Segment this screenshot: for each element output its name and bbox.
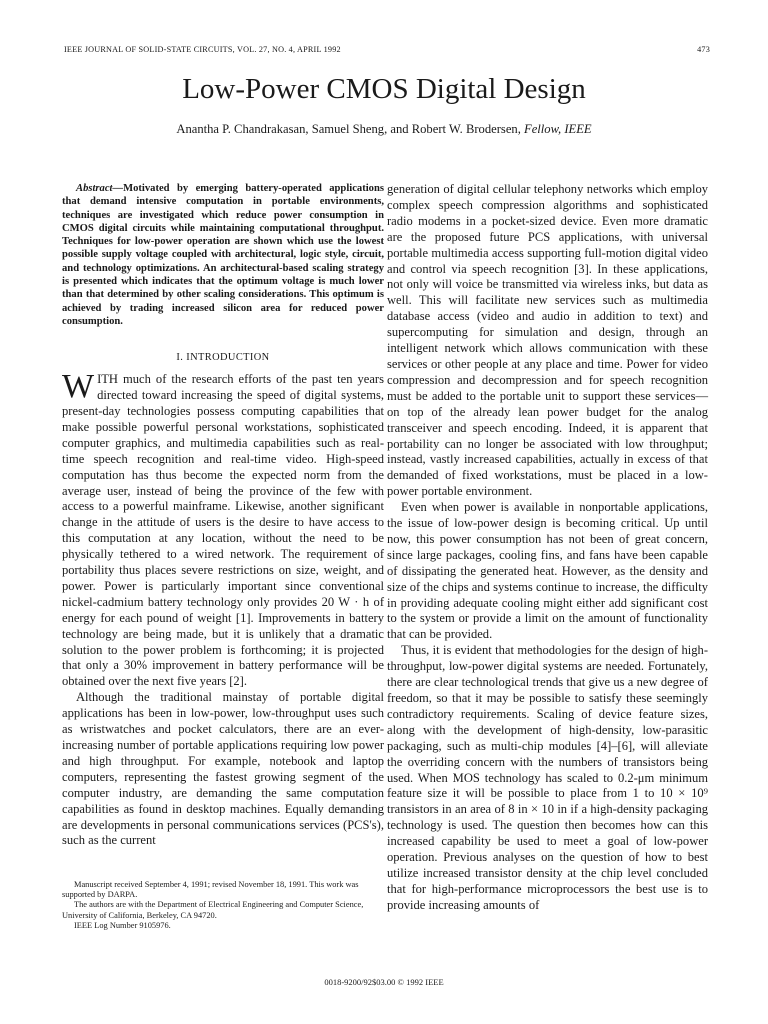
author-honor: Fellow, IEEE bbox=[524, 122, 592, 136]
intro-paragraph-1-text: ITH much of the research efforts of the past ten years directed toward increasing the speed of digital systems, present-day technologies possess computing capabilities that make possible powerful personal workstations, sophisticated computer graphics, and multimedia capabilities such as real-time speech recognition and real-time video. High-speed computation has thus become the expected norm from the average user, instead of being the province of the few with access to a powerful mainframe. Likewise, another significant change in the attitude of users is the desire to have access to this computation at any location, without the need to be physically tethered to a wired network. The requirement of portability thus places severe restrictions on size, weight, and power. Power is particularly important since conventional nickel-cadmium battery technology only provides 20 W · h of energy for each pound of weight [1]. Improvements in battery technology are being made, but it is unlikely that a dramatic solution to the power problem is forthcoming; it is projected that only a 30% improvement in battery performance will be obtained over the next five years [2]. bbox=[62, 372, 384, 689]
intro-paragraph-2: Although the traditional mainstay of portable digital applications has been in low-power, low-throughput uses such as wristwatches and pocket calculators, there are an ever-increasing number of portable applications requiring low power and high throughput. For example, notebook and laptop computers, representing the fastest growing segment of the computer industry, are demanding the same computation capabilities as found in desktop machines. Equally demanding are developments in personal communications services (PCS's), such as the current bbox=[62, 690, 384, 848]
intro-paragraph-1 bbox=[62, 368, 384, 690]
drop-cap: W bbox=[62, 368, 95, 406]
running-head bbox=[64, 45, 710, 54]
abstract-text: Motivated by emerging battery-operated applications that demand intensive computation in portable environments, techniques are investigated which reduce power consumption in CMOS digital circuits while maintaining computational throughput. Techniques for low-power operation are shown which use the lowest possible supply voltage coupled with architectural, logic style, circuit, and technology optimizations. An architectural-based scaling strategy is presented which indicates that the optimum voltage is much lower than that determined by other scaling considerations. This optimum is achieved by trading increased silicon area for reduced power consumption. bbox=[62, 183, 384, 327]
abstract bbox=[62, 182, 384, 328]
footnote-affiliation: The authors are with the Department of Electrical Engineering and Computer Science, University of California, Berkeley, CA 94720. bbox=[62, 900, 364, 920]
footnotes bbox=[62, 880, 384, 931]
footnote-log: IEEE Log Number 9105976. bbox=[74, 920, 171, 930]
right-column bbox=[387, 182, 708, 914]
author-line bbox=[0, 122, 768, 137]
page-number: 473 bbox=[697, 45, 710, 54]
right-paragraph-1: generation of digital cellular telephony networks which employ complex speech compression algorithms and sophisticated radio modems in a pocket-sized device. Even more dramatic are the proposed future PCS applications, with universal portable multimedia access supporting full-motion digital video and control via speech recognition [3]. In these applications, not only will voice be transmitted via wireless inks, but data as well. This will facilitate new services such as multimedia database access (video and audio in addition to text) and supercomputing for simulation and design, through an intelligent network which allows communication with these services or other people at any place and time. Power for video compression and decompression and for speech recognition must be added to the portable unit to support these services—on top of the already lean power budget for the analog transceiver and speech encoding. Indeed, it is apparent that portability can no longer be associated with low throughput; instead, vastly increased capabilities, actually in excess of that demanded of fixed workstations, must be placed in a low-power portable environment. bbox=[387, 182, 708, 499]
author-names: Anantha P. Chandrakasan, Samuel Sheng, and Robert W. Brodersen, bbox=[176, 122, 525, 136]
copyright-code: 0018-9200/92$03.00 © 1992 IEEE bbox=[324, 977, 444, 987]
right-paragraph-3: Thus, it is evident that methodologies for the design of high-throughput, low-power digital systems are needed. Fortunately, there are clear technological trends that give us a new degree of freedom, so that it may be possible to satisfy these seemingly contradictory requirements. Scaling of device feature sizes, along with the development of high-density, low-parasitic packaging, such as multi-chip modules [4]–[6], will alleviate the overriding concern with the numbers of transistors being used. When MOS technology has scaled to 0.2-μm minimum feature size it will be possible to place from 1 to 10 × 10⁹ transistors in an area of 8 in × 10 in if a high-density packaging technology is used. The question then becomes how can this increased capability be used to meet a goal of low-power operation. Previous analyses on the question of how to best utilize increased transistor density at the chip level concluded that for high-performance microprocessors the best use is to provide increasing amounts of bbox=[387, 643, 708, 912]
abstract-lead: Abstract— bbox=[76, 183, 124, 194]
section-heading-introduction: I. INTRODUCTION bbox=[176, 352, 270, 364]
paper-title: Low-Power CMOS Digital Design bbox=[182, 73, 586, 105]
journal-citation: IEEE JOURNAL OF SOLID-STATE CIRCUITS, VOL. 27, NO. 4, APRIL 1992 bbox=[64, 45, 341, 54]
left-column bbox=[62, 182, 384, 849]
right-paragraph-2: Even when power is available in nonportable applications, the issue of low-power design is becoming critical. Up until now, this power consumption has not been of great concern, since large packages, cooling fins, and fans have been capable of dissipating the generated heat. However, as the density and size of the chips and systems continue to increase, the difficulty in providing adequate cooling might either add significant cost to the system or provide a limit on the amount of functionality that can be provided. bbox=[387, 500, 708, 642]
footnote-received: Manuscript received September 4, 1991; revised November 18, 1991. This work was supported by DARPA. bbox=[62, 880, 359, 900]
